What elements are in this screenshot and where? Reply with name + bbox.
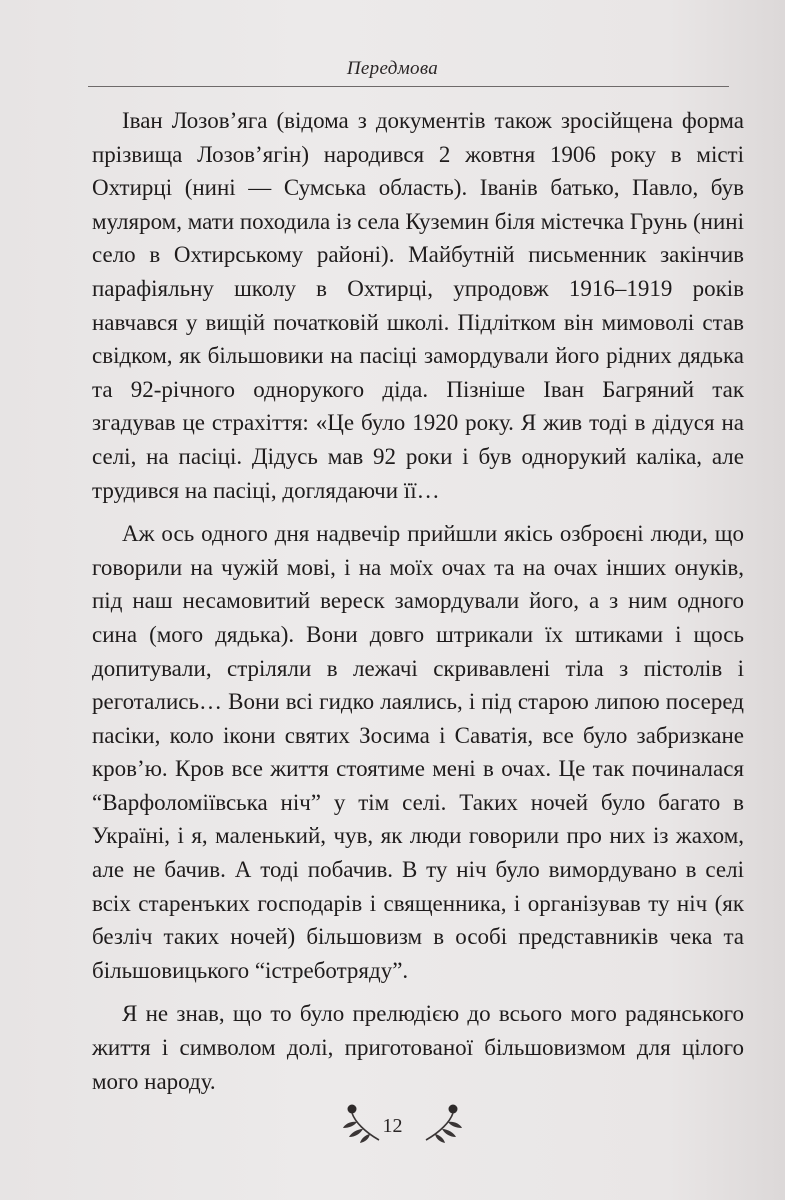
page-number: 12 xyxy=(382,1115,403,1137)
paragraph-3: Я не знав, що то було прелюдією до всього мого радянського життя і символом долі, приготованої більшовизмом для цілого мого народу. xyxy=(92,1001,744,1094)
running-header: Передмова xyxy=(346,58,439,79)
page-footer xyxy=(0,1100,785,1150)
paragraph-1: Іван Лозов’яга (відома з документів також зросійщена форма прізвища Лозов’ягін) народився 2 жовтня 1906 року в місті Охтирці (нині — Сумська область). Іванів батько, Павло, був муляром, мати походила із села Куземин біля містечка Грунь (нині село в Охтирському районі). Майбутній письменник закінчив парафіяльну школу в Охтирці, упродовж 1916–1919 років навчався у вищій початковій школі. Підлітком він мимоволі став свідком, як більшовики на пасіці замордували його рідних дядька та 92-річного однорукого діда. Пізніше Іван Багряний так згадував це страхіття: «Це було 1920 року. Я жив тоді в дідуся на селі, на пасіці. Дідусь мав 92 роки і був однорукий каліка, але трудився на пасіці, доглядаючи її… xyxy=(92,108,744,503)
leaf-ornament-right-icon xyxy=(420,1100,470,1150)
header-rule xyxy=(88,86,729,87)
body-text xyxy=(92,104,744,1098)
paragraph-2: Аж ось одного дня надвечір прийшли якісь озброєні люди, що говорили на чужій мові, і на моїх очах та на очах інших онуків, під наш несамовитий вереск замордували його, а з ним одного сина (мого дядька). Вони довго штрикали їх штиками і щось допитували, стріляли в лежачі скривавлені тіла з пістолів і реготались… Вони всі гидко лаялись, і під старою липою посеред пасіки, коло ікони святих Зосима і Саватія, все було забризкане кров’ю. Кров все життя стоятиме мені в очах. Це так починалася “Варфоломіївська ніч” у тім селі. Таких ночей було багато в Україні, і я, маленький, чув, як люди говорили про них із жахом, але не бачив. А тоді побачив. В ту ніч було вимордувано в селі всіх старенъких господарів і священника, і організував ту ніч (як безліч таких ночей) більшовизм в особі представників чека та більшовицького “істреботряду”. xyxy=(92,521,744,983)
